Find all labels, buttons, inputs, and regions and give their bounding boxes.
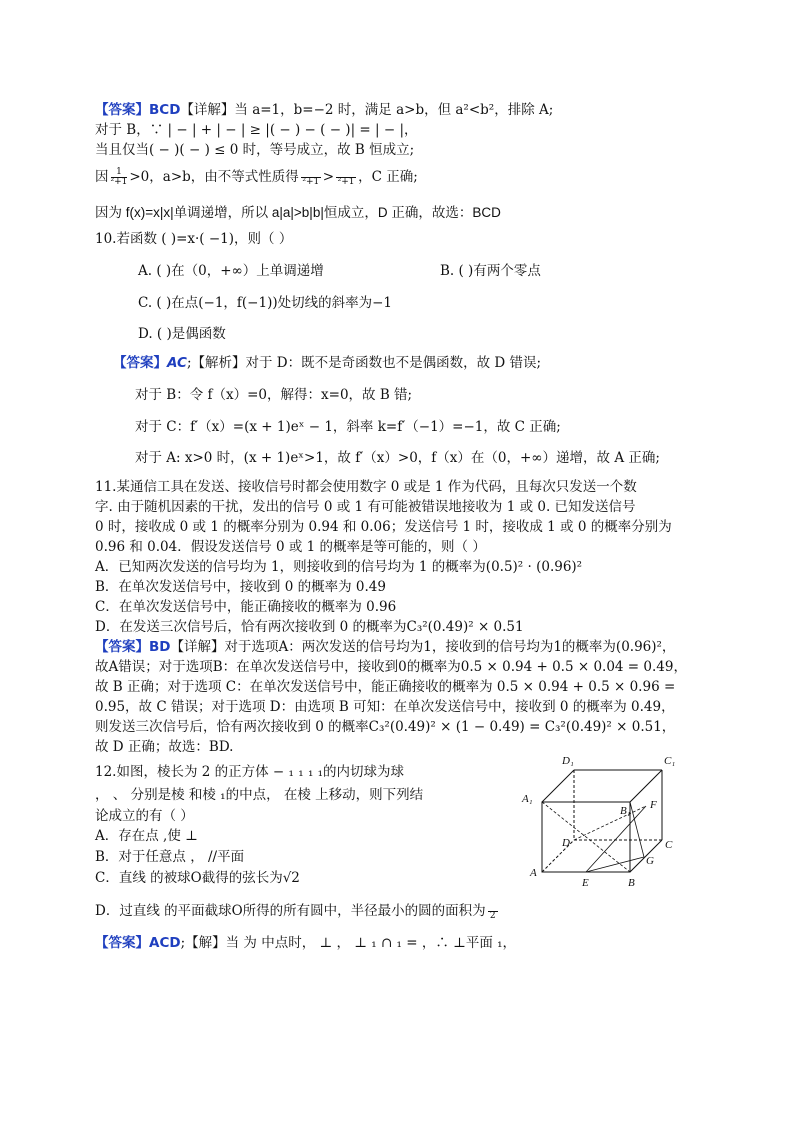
q9-fraction-2	[301, 168, 321, 187]
edge-b1c1	[630, 770, 662, 802]
q9-line-1	[95, 101, 553, 119]
cube-figure	[520, 752, 680, 892]
q11-detail-3: 故 B 正确；对于选项 C：在单次发送信号中，能正确接收的概率为 0.5 × 0.94 + 0.5 × 0.96 =	[95, 679, 676, 695]
label-c1: C₁	[664, 755, 676, 767]
q11-option-d: D．在发送三次信号后，恰有两次接收到 0 的概率为C₃²(0.49)² × 0.51	[95, 619, 524, 635]
q9-line-3: 当且仅当( − )( − ) ≤ 0 时，等号成立，故 B 恒成立;	[95, 142, 415, 158]
q11-stem-3: 0 时，接收成 0 或 1 的概率分别为 0.94 和 0.06；发送信号 1 时，接收成 1 或 0 的概率分别为	[95, 519, 672, 535]
q10-analysis-2: 对于 B：令 f（x）=0，解得：x=0，故 B 错;	[135, 387, 413, 403]
q11-answer: BD	[149, 639, 171, 655]
q10-analysis-4: 对于 A: x>0 时，(x + 1)eˣ>1，故 f′（x）>0，f（x）在（0，+∞）递增，故 A 正确;	[135, 450, 660, 466]
q12-option-c: C．直线 的被球O截得的弦长为√2	[95, 870, 300, 886]
q10-option-d: D. ( )是偶函数	[138, 326, 226, 342]
q10-option-a: A. ( )在（0，+∞）上单调递增	[138, 263, 324, 279]
q12-answer-line	[95, 934, 516, 952]
q9-text-4b: >0，a>b，由不等式性质得	[129, 169, 299, 185]
q12-stem-1: 12.如图，棱长为 2 的正方体 − ₁ ₁ ₁ ₁的内切球为球	[95, 764, 405, 780]
label-g: G	[646, 855, 654, 867]
label-b: B	[628, 877, 635, 889]
q9-text-4a: 因	[95, 169, 109, 185]
q10-analysis-3: 对于 C：f′（x）=(x + 1)eˣ − 1，斜率 k=f′（−1）=−1，故 C 正确;	[135, 419, 561, 435]
q9-text-1: 【详解】当 a=1，b=−2 时，满足 a>b，但 a²<b²，排除 A;	[180, 102, 554, 118]
q11-detail-5: 则发送三次信号后，恰有两次接收到 0 的概率C₃²(0.49)² × (1 − 0.49) = C₃²(0.49)² × 0.51，	[95, 719, 676, 735]
diagonal-a1b	[542, 802, 630, 872]
q12-answer: ACD	[149, 935, 181, 951]
label-d1: D₁	[562, 755, 574, 767]
q9-line-5: 因为 f(x)=x|x|单调递增，所以 a|a|>b|b|恒成立，D 正确，故选：BCD	[95, 205, 501, 220]
q12-option-d-den: 2	[489, 911, 496, 921]
label-c: C	[665, 839, 673, 851]
q10-option-b: B. ( )有两个零点	[440, 263, 541, 279]
q10-analysis-1: ;【解析】对于 D：既不是奇函数也不是偶函数，故 D 错误;	[186, 355, 542, 371]
q11-stem-2: 字. 由于随机因素的干扰，发出的信号 0 或 1 有可能被错误地接收为 1 或 0. 已知发送信号	[95, 499, 636, 515]
q11-stem-1: 11.某通信工具在发送、接收信号时都会使用数字 0 或是 1 作为代码，且每次只发送一个数	[95, 479, 637, 495]
q12-option-b: B．对于任意点 ， //平面	[95, 849, 245, 865]
q12-solution-1: ;【解】当 为 中点时， ⊥ ， ⊥ ₁ ∩ ₁ = ，∴ ⊥平面 ₁，	[180, 935, 517, 951]
q9-frac2-den: ²+1	[302, 177, 320, 187]
q11-option-c: C．在单次发送信号中，能正确接收的概率为 0.96	[95, 599, 397, 615]
q9-line-2: 对于 B，∵ | − | + | − | ≥ |( − ) − ( − )| = | − |，	[95, 122, 418, 138]
q9-fraction-3	[336, 168, 356, 187]
q9-answer: BCD	[149, 102, 181, 118]
q9-frac1-num: 1	[111, 168, 128, 178]
q9-frac3-den: ²+1	[337, 177, 355, 187]
q11-detail-6: 故 D 正确；故选：BD.	[95, 739, 234, 755]
answer-tag: 【答案】	[95, 102, 149, 118]
q12-option-d	[95, 902, 498, 921]
q9-fraction-1	[111, 168, 128, 187]
q10-option-c: C. ( )在点(−1，f(−1))处切线的斜率为−1	[138, 295, 393, 311]
label-e: E	[582, 877, 589, 889]
edge-a1d1	[542, 770, 574, 802]
answer-tag: 【答案】	[95, 935, 149, 951]
q12-option-d-text: D．过直线 的平面截球O所得的所有圆中，半径最小的圆的面积为	[95, 903, 486, 919]
line-ef	[586, 806, 646, 872]
answer-tag: 【答案】	[95, 639, 149, 655]
answer-tag: 【答案】	[113, 355, 167, 371]
label-b1: B₁	[620, 805, 631, 817]
q10-answer-line	[113, 354, 541, 372]
label-a1: A₁	[522, 793, 533, 805]
q9-text-4d: ，C 正确;	[358, 169, 418, 185]
q11-option-b: B．在单次发送信号中，接收到 0 的概率为 0.49	[95, 579, 386, 595]
q11-detail-1: 【详解】对于选项A：两次发送的信号均为1，接收到的信号均为1的概率为(0.96)²，	[170, 639, 676, 655]
q9-frac1-den: ²+1	[110, 177, 128, 187]
q11-detail-2: 故A错误；对于选项B：在单次发送信号中，接收到0的概率为0.5 × 0.94 + 0.5 × 0.04 = 0.49，	[95, 659, 687, 675]
q9-line-4	[95, 168, 418, 187]
q12-option-d-fraction	[488, 902, 498, 921]
q11-option-a: A．已知两次发送的信号均为 1，则接收到的信号均为 1 的概率为(0.5)² · (0.96)²	[95, 559, 583, 575]
line-eg	[586, 857, 644, 872]
q11-detail-4: 0.95，故 C 错误；对于选项 D：由选项 B 可知：在单次发送信号中，接收到 0 的概率为 0.49，	[95, 699, 675, 715]
q12-stem-3: 论成立的有（ ）	[95, 808, 194, 824]
q12-option-a: A．存在点 ,使 ⊥	[95, 828, 198, 844]
q11-stem-4: 0.96 和 0.04．假设发送信号 0 或 1 的概率是等可能的，则（ ）	[95, 539, 486, 555]
q12-stem-2: ， 、 分别是棱 和棱 ₁的中点， 在棱 上移动，则下列结	[95, 787, 424, 803]
q9-text-4c: >	[322, 169, 335, 185]
q11-answer-line	[95, 638, 675, 656]
q10-stem: 10.若函数 ( )=x·( −1)，则（ ）	[95, 231, 293, 247]
q10-answer: AC	[167, 355, 187, 371]
label-d: D	[562, 837, 570, 849]
label-f: F	[650, 799, 657, 811]
label-a: A	[530, 867, 537, 879]
